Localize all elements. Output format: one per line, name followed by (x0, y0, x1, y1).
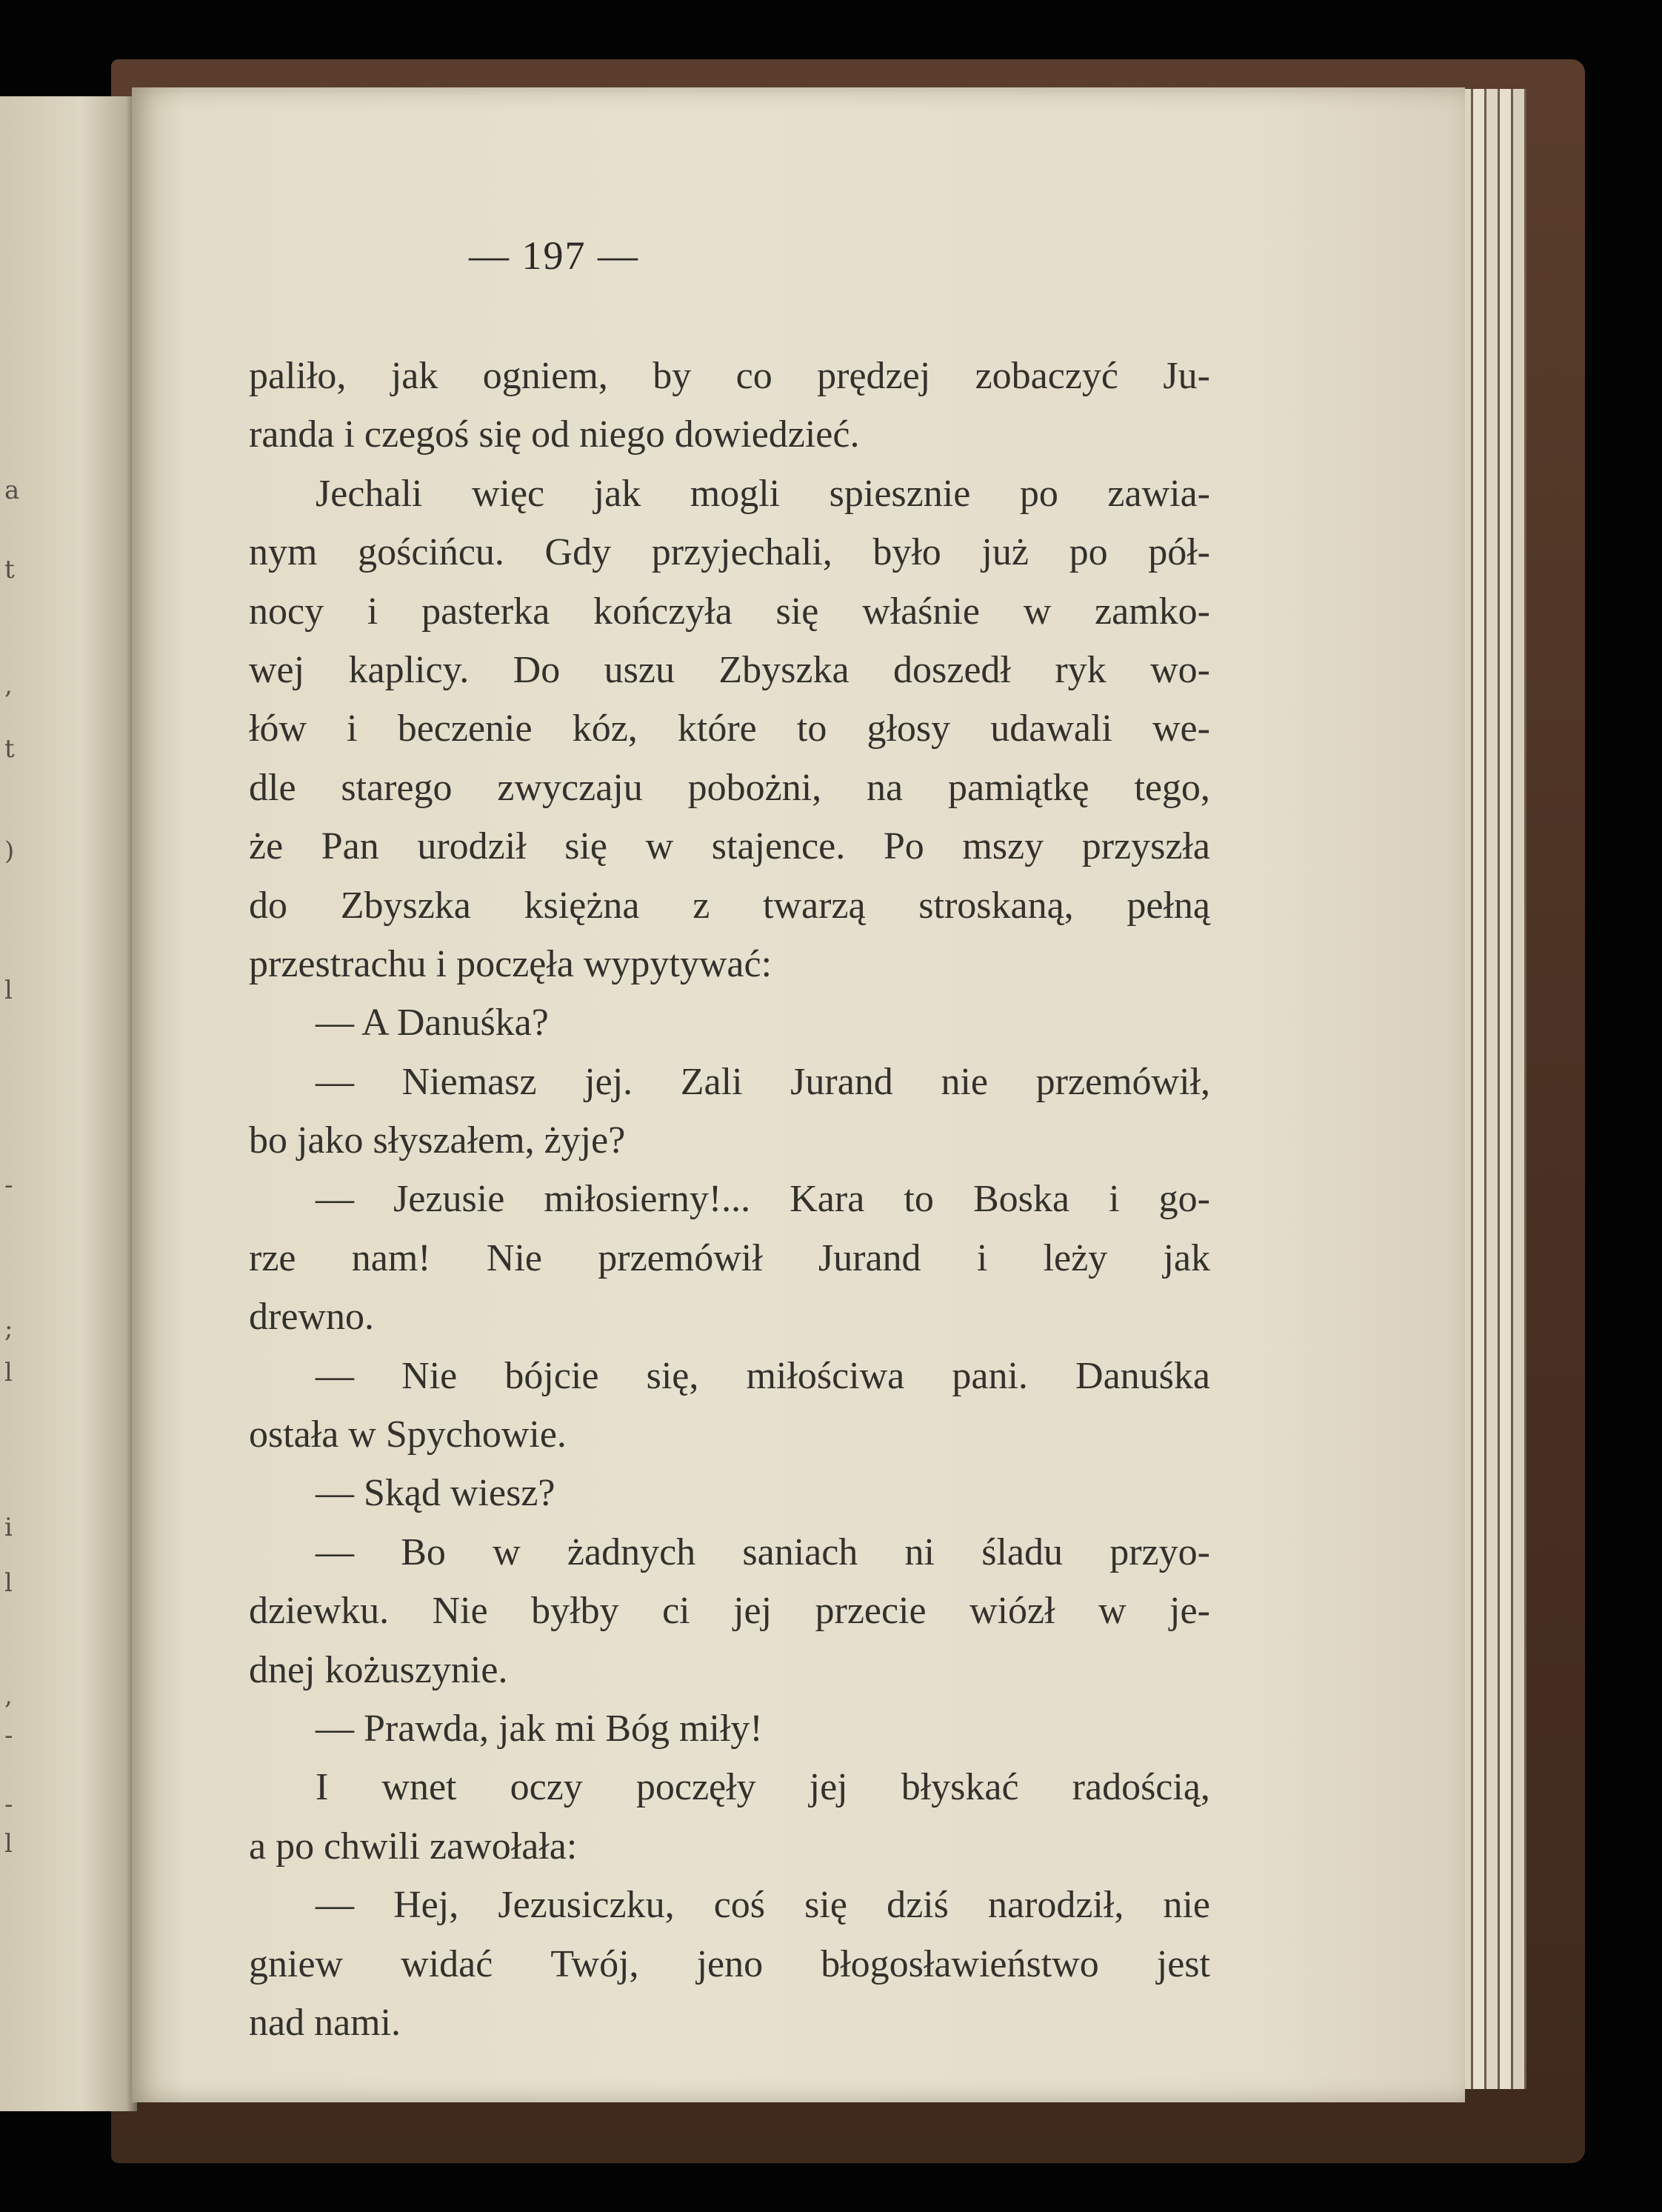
text-line (249, 993, 1210, 1052)
word: i (976, 1236, 988, 1279)
left-page-fragment: t (4, 555, 15, 585)
word: przyjechali, (651, 531, 832, 574)
word: poczęły (635, 1766, 756, 1809)
text-line-content: dnej kożuszynie. (249, 1648, 508, 1691)
word: narodził, (987, 1884, 1124, 1927)
word: Zbyszka (340, 884, 471, 927)
word: się (775, 590, 819, 633)
word: prędzej (817, 355, 931, 397)
word: widać (401, 1942, 493, 1985)
word: się (564, 825, 608, 868)
word: starego (341, 766, 453, 809)
word: stroskaną, (918, 884, 1074, 927)
word: wej (249, 648, 305, 691)
text-line (249, 582, 1210, 641)
word: pół- (1148, 531, 1210, 574)
text-line (249, 1935, 1210, 1993)
word: Nie (486, 1236, 542, 1279)
text-line (249, 1699, 1210, 1758)
word: nym (249, 531, 318, 574)
word: Bo (401, 1530, 446, 1573)
left-page-fragment: ) (4, 836, 15, 866)
word: I (316, 1766, 329, 1809)
left-facing-page (0, 96, 137, 2111)
word: Hej, (393, 1884, 459, 1927)
word: pasterka (421, 590, 550, 633)
text-line (249, 1053, 1210, 1111)
word: Gdy (544, 531, 612, 574)
text-line-content: — Skąd wiesz? (316, 1472, 555, 1515)
word: by (653, 355, 692, 397)
word: jej (809, 1766, 848, 1809)
word: zwyczaju (497, 766, 643, 809)
word: twarzą (763, 884, 866, 927)
text-line (249, 1229, 1210, 1287)
word: przemówił, (1035, 1060, 1210, 1103)
word: głosy (867, 707, 951, 750)
word: Jezusie (393, 1178, 505, 1221)
word: coś (713, 1884, 766, 1927)
left-page-fragment: - (4, 1789, 13, 1819)
word: jeno (696, 1942, 764, 1985)
word: jest (1156, 1942, 1210, 1985)
word: pełną (1127, 884, 1210, 927)
text-line (249, 1876, 1210, 1934)
word: które (677, 707, 757, 750)
word: Twój, (550, 1942, 639, 1985)
word: że (249, 825, 284, 868)
text-line (249, 347, 1210, 405)
word: dziś (887, 1884, 949, 1927)
word: dziewku. (249, 1590, 390, 1633)
left-page-fragment: - (4, 1170, 13, 1200)
word: nie (1163, 1884, 1210, 1927)
word: Pan (321, 825, 379, 868)
word: bójcie (504, 1354, 599, 1397)
left-page-fragment: l (4, 1568, 13, 1599)
word: zobaczyć (975, 355, 1118, 397)
word: ci (662, 1590, 690, 1633)
word: miłościwa (746, 1354, 905, 1397)
word: do (249, 884, 287, 927)
word: Jurand (790, 1060, 893, 1103)
word: przyo- (1109, 1530, 1210, 1573)
word: uszu (604, 648, 675, 691)
text-line-content: ostała w Spychowie. (249, 1413, 567, 1456)
right-page (132, 87, 1465, 2102)
text-line (249, 1405, 1210, 1464)
word: Jechali (316, 472, 423, 515)
word: tego, (1134, 766, 1210, 809)
word: pamiątkę (947, 766, 1089, 809)
text-line-content: nad nami. (249, 2001, 401, 2044)
text-line-content: — A Danuśka? (316, 1002, 549, 1045)
word: w (645, 825, 674, 868)
word: doszedł (893, 648, 1011, 691)
text-line (249, 523, 1210, 582)
word: Jezusiczku, (498, 1884, 675, 1927)
page-number: — 197 — (469, 233, 639, 278)
word: przyszła (1081, 825, 1210, 868)
word: Nie (432, 1590, 488, 1633)
text-line (249, 699, 1210, 758)
word: Po (883, 825, 924, 868)
body-text (249, 347, 1210, 2052)
word: udawali (990, 707, 1112, 750)
word: saniach (742, 1530, 858, 1573)
word: się, (646, 1354, 699, 1397)
word: oczy (510, 1766, 583, 1809)
word: — (316, 1354, 354, 1397)
word: spiesznie (829, 472, 971, 515)
word: na (867, 766, 904, 809)
left-page-fragment: t (4, 734, 15, 764)
text-line-content: drewno. (249, 1296, 374, 1339)
text-line (249, 641, 1210, 699)
text-line (249, 1287, 1210, 1346)
word: gniew (249, 1942, 344, 1985)
word: więc (471, 472, 545, 515)
word: Nie (401, 1354, 458, 1397)
word: nie (941, 1060, 988, 1103)
word: byłby (531, 1590, 619, 1633)
word: jak (1163, 1236, 1210, 1279)
text-line (249, 817, 1210, 876)
word: jej (733, 1590, 772, 1633)
word: kończyła (593, 590, 732, 633)
word: ryk (1055, 648, 1107, 691)
word: jak (593, 472, 641, 515)
word: i (1109, 1178, 1120, 1221)
text-line (249, 1464, 1210, 1522)
text-line (249, 1993, 1210, 2052)
text-line-content: a po chwili zawołała: (249, 1825, 578, 1868)
left-page-fragment: l (4, 975, 13, 1005)
word: go- (1158, 1178, 1210, 1221)
word: błyskać (901, 1766, 1019, 1809)
word: stajence. (711, 825, 846, 868)
word: nocy (249, 590, 324, 633)
left-page-fragment: , (4, 670, 13, 700)
word: gościńcu. (358, 531, 504, 574)
word: Niemasz (401, 1060, 537, 1103)
word: beczenie (397, 707, 533, 750)
text-line (249, 935, 1210, 993)
text-line (249, 1523, 1210, 1582)
word: żadnych (567, 1530, 696, 1573)
word: wo- (1150, 648, 1210, 691)
word: śladu (981, 1530, 1063, 1573)
word: po (1069, 531, 1108, 574)
word: Do (513, 648, 561, 691)
word: już (981, 531, 1029, 574)
word: było (872, 531, 941, 574)
word: rze (249, 1236, 296, 1279)
word: z (692, 884, 710, 927)
word: — (316, 1884, 354, 1927)
word: Boska (972, 1178, 1069, 1221)
word: księżna (524, 884, 640, 927)
text-line (249, 1817, 1210, 1876)
word: po (1019, 472, 1058, 515)
word: co (735, 355, 772, 397)
left-page-fragment: i (4, 1513, 13, 1543)
left-page-fragment: , (4, 1681, 13, 1711)
word: Jurand (818, 1236, 921, 1279)
left-page-fragment: l (4, 1829, 13, 1859)
word: urodził (417, 825, 527, 868)
word: się (804, 1884, 847, 1927)
word: — (316, 1178, 354, 1221)
word: to (796, 707, 827, 750)
word: jej. (584, 1060, 633, 1103)
left-page-fragment: ; (4, 1313, 13, 1344)
word: mszy (962, 825, 1044, 868)
text-line-content: bo jako słyszałem, żyje? (249, 1119, 626, 1162)
text-line (249, 1347, 1210, 1405)
text-line (249, 876, 1210, 935)
word: kóz, (572, 707, 638, 750)
word: i (367, 590, 378, 633)
word: Ju- (1163, 355, 1210, 397)
text-line-content: randa i czegoś się od niego dowiedzieć. (249, 413, 860, 456)
word: i (347, 707, 358, 750)
word: — (316, 1530, 354, 1573)
word: pobożni, (687, 766, 822, 809)
word: mogli (690, 472, 781, 515)
text-line-content: — Prawda, jak mi Bóg miły! (316, 1707, 763, 1750)
text-line (249, 1111, 1210, 1170)
left-page-fragment: l (4, 1358, 13, 1388)
word: w (493, 1530, 521, 1573)
word: Danuśka (1075, 1354, 1210, 1397)
text-line (249, 1170, 1210, 1228)
word: we- (1152, 707, 1210, 750)
text-line (249, 1758, 1210, 1816)
word: kaplicy. (348, 648, 470, 691)
text-line-content: przestrachu i poczęła wypytywać: (249, 942, 772, 985)
word: właśnie (862, 590, 980, 633)
left-page-fragment: a (4, 475, 20, 505)
word: je- (1169, 1590, 1210, 1633)
word: miłosierny!... (544, 1178, 751, 1221)
text-line (249, 759, 1210, 817)
word: dle (249, 766, 296, 809)
word: w (1023, 590, 1052, 633)
word: radością, (1072, 1766, 1210, 1809)
word: to (904, 1178, 934, 1221)
text-line (249, 1582, 1210, 1640)
text-line (249, 405, 1210, 464)
word: pani. (952, 1354, 1028, 1397)
word: — (316, 1060, 354, 1103)
word: ogniem, (482, 355, 608, 397)
text-line (249, 1641, 1210, 1699)
word: łów (249, 707, 307, 750)
word: błogosławieństwo (821, 1942, 1099, 1985)
word: Zali (680, 1060, 743, 1103)
text-line (249, 464, 1210, 523)
word: Kara (790, 1178, 865, 1221)
word: w (1098, 1590, 1127, 1633)
word: jak (390, 355, 438, 397)
word: Zbyszka (718, 648, 850, 691)
word: paliło, (249, 355, 347, 397)
word: zamko- (1095, 590, 1210, 633)
word: wiózł (970, 1590, 1055, 1633)
word: ni (904, 1530, 935, 1573)
word: nam! (351, 1236, 431, 1279)
word: przemówił (598, 1236, 763, 1279)
word: przecie (815, 1590, 927, 1633)
word: wnet (381, 1766, 457, 1809)
left-page-fragment: - (4, 1721, 13, 1751)
word: leży (1043, 1236, 1108, 1279)
word: zawia- (1107, 472, 1210, 515)
